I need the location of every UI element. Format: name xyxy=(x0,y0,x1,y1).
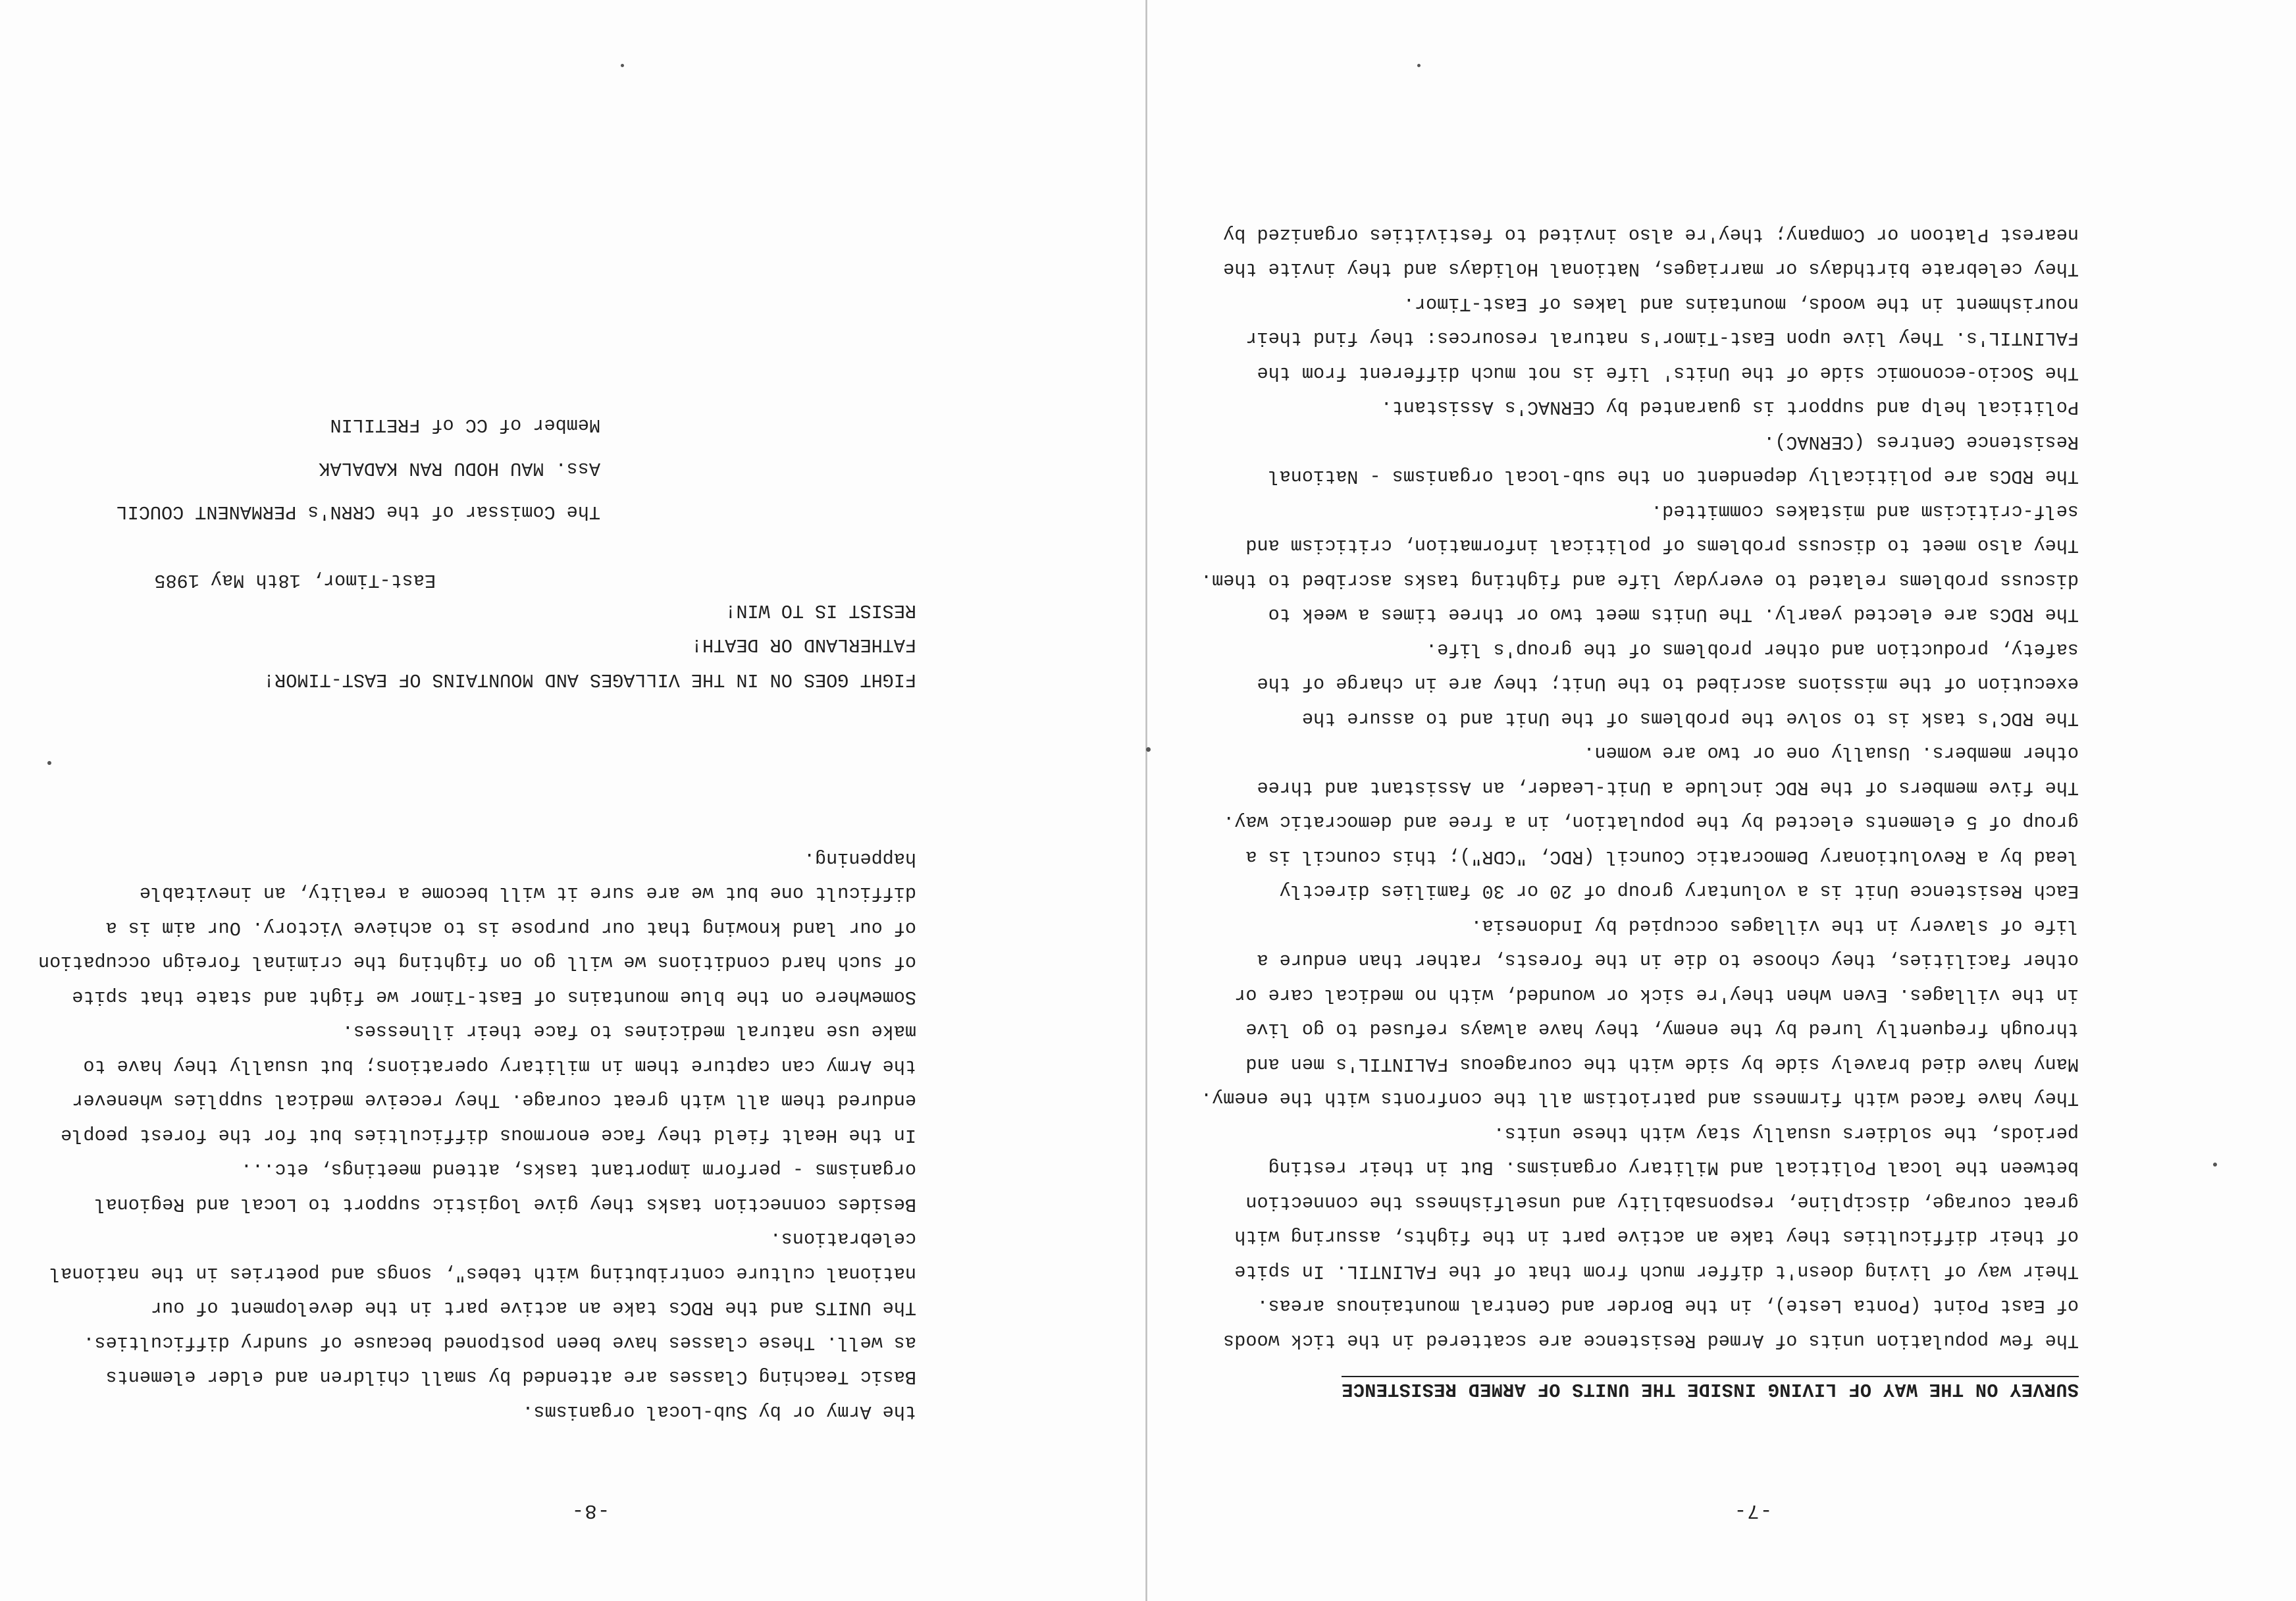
text-line: self-criticism and mistakes committed. xyxy=(1651,500,2079,522)
text-line: of East Point (Ponta Leste), in the Border and Central mountainous areas. xyxy=(1257,1295,2079,1317)
text-line: RESIST IS TO WIN! xyxy=(725,600,916,621)
text-line: FALINTIL's. They live upon East-Timor's natural resources: they find their xyxy=(1245,327,2079,350)
text-line: They have faced with firmness and patriotism all the confronts with the enemy. xyxy=(1200,1088,2079,1110)
text-line: as well. These classes have been postponed because of sundry difficulties. xyxy=(83,1332,916,1353)
text-line: of their difficulties they take an active part in the fights, assuring with xyxy=(1234,1226,2079,1248)
text-line: The RDCs are politically dependent on the sub-local organisms - National xyxy=(1268,465,2079,488)
text-line: safety, production and other problems of the group's life. xyxy=(1426,639,2079,660)
page-number: -7- xyxy=(1733,1499,1773,1522)
text-line: The RDCs are elected yearly. The Units meet two or three times a week to xyxy=(1268,604,2079,626)
text-line: discuss problems related to everyday life and fighting tasks ascribed to them. xyxy=(1200,569,2079,591)
text-line: between the local Political and Military organisms. But in their resting xyxy=(1268,1157,2079,1179)
text-line: of our land knowing that our purpose is to achieve Victory. Our aim is a xyxy=(105,917,916,939)
page-7-body-text xyxy=(1201,217,2079,1358)
text-line: Their way of living doesn't differ much from that of the FALINTIL. In spite xyxy=(1234,1261,2079,1282)
text-line: happening. xyxy=(803,848,916,870)
dateline: East-Timor, 18th May 1985 xyxy=(154,569,436,591)
text-line: The RDC's task is to solve the problems of the Unit and to assure the xyxy=(1301,708,2079,729)
text-line: Besides connection tasks they give logistic support to Local and Regional xyxy=(94,1194,916,1215)
text-line: other facilities, they choose to die in the forests, rather than endure a xyxy=(1257,949,2079,972)
page-7 xyxy=(1151,0,2296,1601)
text-line: the Army or by Sub-Local organisms. xyxy=(522,1401,916,1423)
signature-block xyxy=(117,403,600,533)
scan-speck xyxy=(621,64,624,67)
text-line: They also meet to discuss problems of political information, criticism and xyxy=(1245,535,2079,557)
page-number: -8- xyxy=(571,1499,610,1522)
text-line: execution of the missions ascribed to the Unit; they are in charge of the xyxy=(1257,673,2079,695)
text-line: Many have died bravely side by side with the courageous FALINTIL's men and xyxy=(1245,1053,2079,1075)
text-line: through frequently lured by the enemy, they have always refused to go live xyxy=(1245,1018,2079,1041)
text-line: Ass. MAU HODU RAN KADALAK xyxy=(319,458,600,479)
text-line: Basic Teaching Classes are attended by small children and elder elements xyxy=(105,1366,916,1388)
scan-speck xyxy=(1417,64,1421,67)
closing-slogans xyxy=(263,593,916,697)
text-line: In the Healt field they face enormous difficulties but for the forest people xyxy=(61,1124,916,1146)
text-line: The five members of the RDC include a Unit-Leader, an Assistant and three xyxy=(1257,777,2079,799)
text-line: nearest Platoon or Company; they're also invited to festivities organized by xyxy=(1223,224,2079,246)
text-line: organisms - perform important tasks, attend meetings, etc... xyxy=(240,1159,916,1181)
text-line: Somewhere on the blue mountains of East-Timor we fight and state that spite xyxy=(72,986,916,1008)
page-fold-divider xyxy=(1145,0,1147,1601)
text-line: the Army can capture them in military operations; but usually they have to xyxy=(83,1055,916,1077)
text-line: They celebrate birthdays or marriages, National Holidays and they invite the xyxy=(1223,258,2079,280)
text-line: celebrations. xyxy=(770,1228,916,1250)
text-line: FIGHT GOES ON IN THE VILLAGES AND MOUNTAINS OF EAST-TIMOR! xyxy=(263,669,916,691)
text-line: Member of CC of FRETILIN xyxy=(330,414,600,436)
text-line: The UNITS and the RDCs take an active part in the development of our xyxy=(151,1297,916,1319)
text-line: Political help and support is guaranted by CERNAC's Assistant. xyxy=(1380,396,2079,419)
text-line: Each Resistence Unit is a voluntary group of 20 or 30 families directly xyxy=(1279,880,2079,903)
text-line: in the villages. Even when they're sick or wounded, with no medical care or xyxy=(1234,984,2079,1006)
text-line: group of 5 elements elected by the population, in a free and democratic way. xyxy=(1223,811,2079,833)
page-8 xyxy=(0,0,1140,1601)
text-line: nourishment in the woods, mountains and lakes of East-Timor. xyxy=(1403,293,2079,315)
text-line: difficult one but we are sure it will become a reality, an inevitable xyxy=(139,882,916,905)
text-line: life of slavery in the villages occupied by Indonesia. xyxy=(1471,915,2079,937)
text-line: of such hard conditions we will go on fighting the criminal foreign occupation xyxy=(38,951,916,974)
survey-heading: SURVEY ON THE WAY OF LIVING INSIDE THE UNITS OF ARMED RESISTENCE xyxy=(1342,1376,2079,1400)
text-line: great courage, discipline, responsability and unselfishness the connection xyxy=(1245,1192,2079,1213)
scan-speck xyxy=(2213,1163,2217,1167)
text-line: The few population units of Armed Resistence are scattered in the tick woods xyxy=(1223,1330,2079,1352)
text-line: Resistence Centres (CERNAC). xyxy=(1763,431,2079,453)
text-line: make use natural medicines to face their illnesses. xyxy=(342,1020,916,1043)
text-line: The Comissar of the CRRN's PERMANENT COUCIL xyxy=(116,501,600,523)
text-line: lead by a Revolutionary Democratic Council (RDC, "CDR"); this council is a xyxy=(1245,846,2079,868)
text-line: The Socio-economic side of the Units' life is not much different from the xyxy=(1257,362,2079,384)
text-line: endured them all with great courage. They receive medical supplies whenever xyxy=(72,1089,916,1112)
text-line: national culture contributing with tebes", songs and poetries in the national xyxy=(49,1263,916,1284)
text-line: other members. Usually one or two are women. xyxy=(1583,742,2079,764)
scan-speck xyxy=(47,761,51,765)
text-line: FATHERLAND OR DEATH! xyxy=(691,634,916,656)
text-line: periods, the soldiers usually stay with these units. xyxy=(1493,1122,2079,1144)
scan-speck xyxy=(1146,747,1151,752)
page-8-body-text xyxy=(38,841,916,1429)
